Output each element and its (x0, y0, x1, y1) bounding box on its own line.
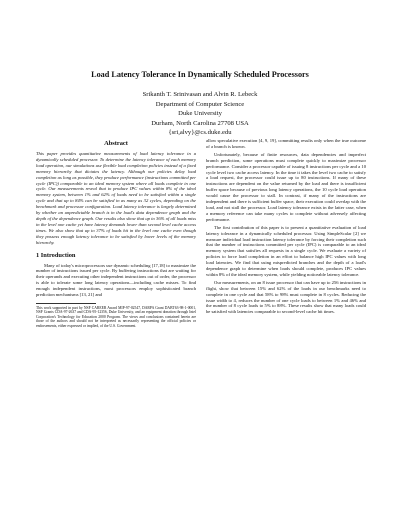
left-column (36, 140, 196, 328)
paper-title: Load Latency Tolerance In Dynamically Scheduled Processors (91, 70, 309, 79)
footnote-text: This work supported in part by NSF CAREER Award MIP-97-02547, DARPA Grant DABT63-98-1-0001, NSF Grants CDA-97-2637 and CDA-95-12356, Duke University, and an equipment donation through Intel Corporation's Technology for Education 2000 Program. The views and conclusions contained herein are those of the authors and should not be interpreted as necessarily representing the official policies or endorsements, either expressed or implied, of the U.S. Government. (36, 305, 196, 328)
abstract-heading: Abstract (104, 140, 128, 147)
intro-paragraph: Many of today's microprocessors use dynamic scheduling [17,18] to maximize the number of instructions issued per cycle. By buffering instructions that are waiting for their operands and executing other independent instructions out of order, the processor is able to tolerate some long latency operations—including cache misses. To find enough independent instructions, most processors employ sophisticated branch prediction mechanisms [13, 21] and (36, 262, 196, 298)
author-department: Department of Computer Science (155, 100, 245, 108)
right-paragraph-3: The first contribution of this paper is to present a quantitative evaluation of load latency tolerance in a dynamically scheduled processor. Using SimpleScalar [2] we measure individual load instruction latency tolerance by forcing their completion such that the number of instructions committed per cycle (IPC) is comparable to an ideal memory system that satisfies all requests in a single cycle. We evaluate a variety of policies to force load completion in an effort to balance high IPC values with long load latencies. We find that using mispredicted branches and the depth of a load's dependence graph to determine when loads should complete, produces IPC values within 8% of the ideal memory system, while yielding noticeable latency tolerance. (206, 224, 366, 277)
section-heading-introduction: 1 Introduction (36, 251, 76, 259)
author-address: Durham, North Carolina 27708 USA (151, 119, 249, 127)
footnote-rule (36, 303, 96, 304)
author-email: {sri,alvy}@cs.duke.edu (168, 129, 232, 136)
author-block (0, 90, 400, 138)
right-paragraph-1: allow speculative execution [4, 9, 19], committing results only when the true outcome of a branch is known. (206, 138, 366, 149)
right-paragraph-2: Unfortunately, because of finite resources, data dependencies and imperfect branch prediction, some operations must complete quickly to maximize processor performance. Consider a processor capable of issuing 8 instructions per cycle and a 10 cycle level two cache access latency. In the time it takes the level two cache to satisfy a load request, the processor could issue up to 80 instructions. If many of these instructions are dependent on the value returned by the load and there is insufficient buffer space because of previous long latency operations, the 10 cycle load operation would cause the processor to stall. In contrast, if many of the instructions are independent and there is sufficient buffer space, their execution could overlap with the load, and not stall the processor. Load latency tolerance exists in the latter case, when a memory reference can take many cycles to complete without adversely affecting performance. (206, 151, 366, 222)
abstract-text: This paper provides quantitative measurements of load latency tolerance in a dynamically scheduled processor. To determine the latency tolerance of each memory load operation, our simulations use flexible load completion policies instead of a fixed memory hierarchy that dictates the latency. Although our policies delay load completion as long as possible, they produce performance (instructions committed per cycle (IPC)) comparable to an ideal memory system where all loads complete in one cycle. Our measurements reveal that to produce IPC values within 8% of the ideal memory system, between 1% and 62% of loads need to be satisfied within a single cycle and that up to 84% can be satisfied in as many as 32 cycles, depending on the benchmark and processor configuration. Load latency tolerance is largely determined by whether an unpredictable branch is in the load's data dependence graph and the depth of the dependence graph. Our results also show that up to 36% of all loads miss in the level one cache yet have latency demands lower than second level cache access times. We also show that up to 37% of loads hit in the level one cache even though they possess enough latency tolerance to be satisfied by lower levels of the memory hierarchy. (36, 151, 196, 245)
author-names: Srikanth T. Srinivasan and Alvin R. Lebeck (142, 91, 258, 98)
right-paragraph-4: Our measurements, on an 8 issue processor that can have up to 256 instructions in flight, show that between 15% and 62% of the loads in our benchmarks need to complete in one cycle and that 58% to 98% must complete in 8 cycles. Reducing the issue width to 4, reduces the number of one cycle loads to between 1% and 46% and the number of 8 cycle loads to 5% to 88%. These results show that many loads could be satisfied with latencies comparable to second-level cache hit times. (206, 279, 366, 315)
author-university: Duke University (178, 110, 222, 117)
right-column (206, 138, 366, 317)
